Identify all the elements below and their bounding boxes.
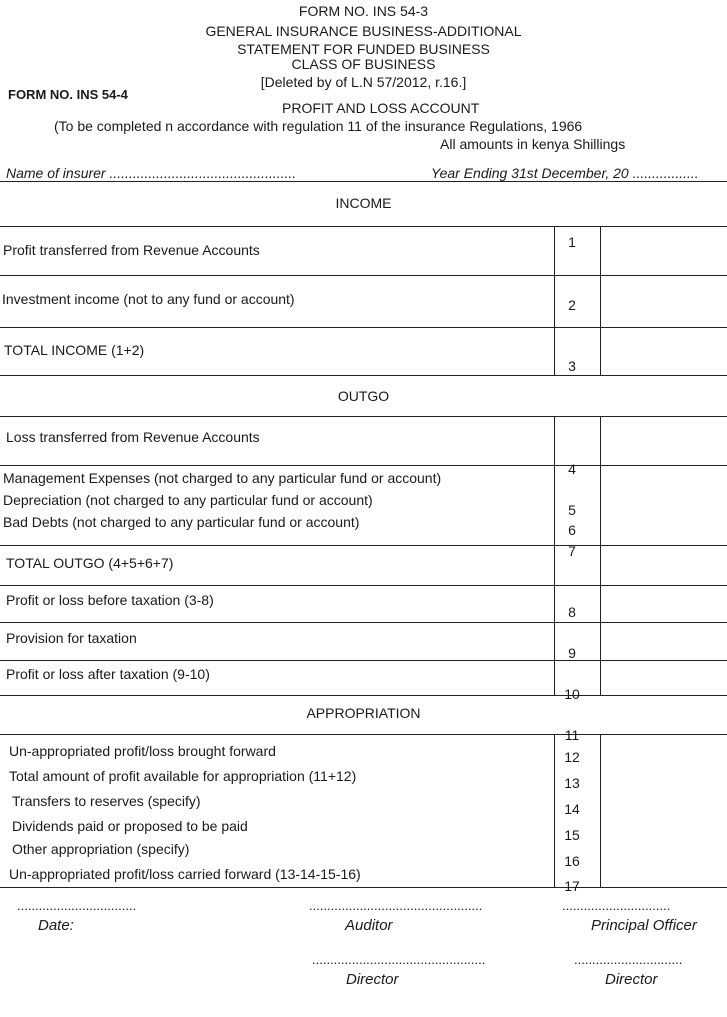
section-outgo: OUTGO <box>337 388 390 404</box>
section-income: INCOME <box>335 195 392 211</box>
line-number: 1 <box>568 234 576 250</box>
row-label-13: Total amount of profit available for appropriation (11+12) <box>9 768 357 784</box>
row-divider <box>0 660 727 661</box>
row-label-11: Profit or loss after taxation (9-10) <box>6 666 210 682</box>
date-signature-line: ................................. <box>17 898 137 913</box>
line-number: 10 <box>564 686 580 702</box>
date-label: Date: <box>38 917 74 934</box>
year-ending-field[interactable]: Year Ending 31st December, 20 ................. <box>431 165 699 181</box>
line-number: 14 <box>564 801 580 817</box>
line-number: 12 <box>564 749 580 765</box>
line-number: 6 <box>568 522 576 538</box>
number-column-left-border <box>554 226 555 376</box>
row-divider <box>0 695 727 696</box>
page-title: PROFIT AND LOSS ACCOUNT <box>282 100 480 116</box>
director-label: Director <box>346 971 399 988</box>
row-label-16: Other appropriation (specify) <box>12 841 190 857</box>
row-divider <box>0 275 727 276</box>
row-divider <box>0 375 727 376</box>
line-number: 4 <box>568 461 576 477</box>
row-label-15: Dividends paid or proposed to be paid <box>12 818 248 834</box>
form-heading-line-3: STATEMENT FOR FUNDED BUSINESS <box>237 41 490 57</box>
row-label-2: Investment income (not to any fund or account) <box>2 291 295 307</box>
row-divider <box>0 734 727 735</box>
section-appropriation: APPROPRIATION <box>306 705 421 721</box>
row-divider <box>0 226 727 227</box>
line-number: 5 <box>568 502 576 518</box>
currency-note: All amounts in kenya Shillings <box>440 136 626 152</box>
form-heading-line-4: CLASS OF BUSINESS <box>291 56 436 72</box>
row-label-12: Un-appropriated profit/loss brought forward <box>9 743 276 759</box>
row-label-8: TOTAL OUTGO (4+5+6+7) <box>6 555 174 571</box>
instruction-text: (To be completed n accordance with regulation 11 of the insurance Regulations, 1966 <box>54 118 583 134</box>
line-number: 11 <box>564 727 580 743</box>
row-divider <box>0 545 727 546</box>
deleted-note: [Deleted by of L.N 57/2012, r.16.] <box>260 74 467 90</box>
director-label: Director <box>605 971 658 988</box>
line-number: 13 <box>564 775 580 791</box>
director-signature-line: ................................................ <box>312 952 486 967</box>
row-label-7: Bad Debts (not charged to any particular fund or account) <box>3 514 360 530</box>
insurer-name-field[interactable]: Name of insurer ................................................ <box>6 165 297 181</box>
line-number: 3 <box>568 358 576 374</box>
row-divider <box>0 585 727 586</box>
row-label-14: Transfers to reserves (specify) <box>12 793 201 809</box>
auditor-label: Auditor <box>345 917 393 934</box>
principal-officer-signature-line: .............................. <box>562 898 671 913</box>
principal-officer-label: Principal Officer <box>591 917 697 934</box>
row-divider <box>0 416 727 417</box>
amount-column-left-border <box>600 734 601 888</box>
row-label-3: TOTAL INCOME (1+2) <box>4 342 145 358</box>
form-number-label: FORM NO. INS 54-4 <box>8 87 128 102</box>
header-rule <box>0 181 727 182</box>
row-label-17: Un-appropriated profit/loss carried forward (13-14-15-16) <box>9 866 361 882</box>
line-number: 15 <box>564 827 580 843</box>
line-number: 9 <box>568 645 576 661</box>
line-number: 7 <box>568 543 576 559</box>
row-label-4: Loss transferred from Revenue Accounts <box>6 429 260 445</box>
row-label-9: Profit or loss before taxation (3-8) <box>6 592 214 608</box>
row-label-1: Profit transferred from Revenue Accounts <box>3 242 260 258</box>
line-number: 16 <box>564 853 580 869</box>
row-divider <box>0 465 727 466</box>
line-number: 2 <box>568 297 576 313</box>
form-heading-line-2: GENERAL INSURANCE BUSINESS-ADDITIONAL <box>205 23 522 39</box>
form-number-heading: FORM NO. INS 54-3 <box>298 3 429 19</box>
table-bottom-rule <box>0 887 727 888</box>
auditor-signature-line: ................................................ <box>309 898 483 913</box>
number-column-left-border <box>554 734 555 888</box>
line-number: 17 <box>564 878 580 894</box>
row-divider <box>0 622 727 623</box>
director-signature-line: .............................. <box>574 952 683 967</box>
amount-column-left-border <box>600 416 601 696</box>
amount-column-left-border <box>600 226 601 376</box>
row-divider <box>0 327 727 328</box>
row-label-10: Provision for taxation <box>6 630 137 646</box>
row-label-5: Management Expenses (not charged to any particular fund or account) <box>3 470 442 486</box>
row-label-6: Depreciation (not charged to any particular fund or account) <box>3 492 373 508</box>
line-number: 8 <box>568 604 576 620</box>
number-column-left-border <box>554 416 555 696</box>
